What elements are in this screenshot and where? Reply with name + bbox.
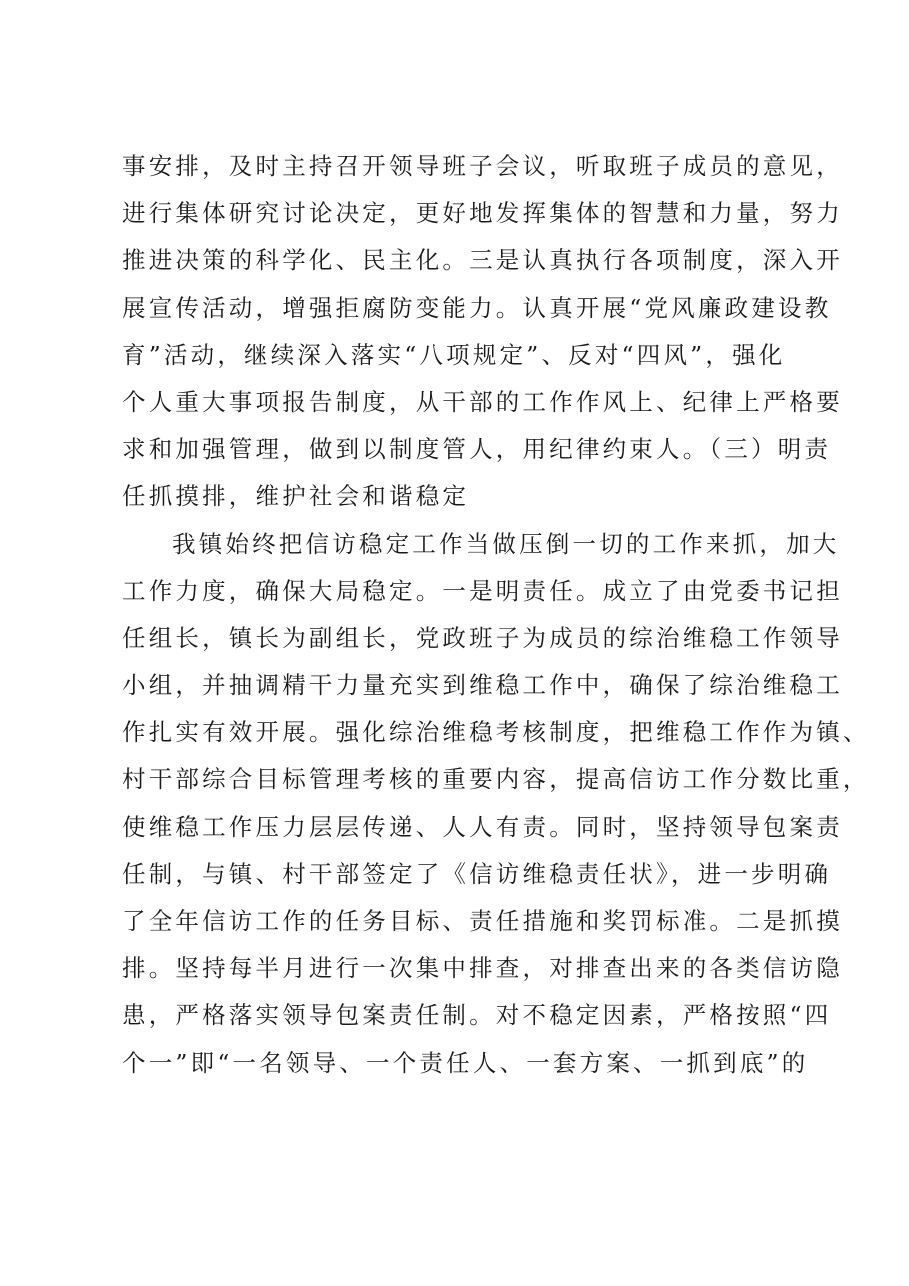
paragraph-start-line: 我镇始终把信访稳定工作当做压倒一切的工作来抓，加大 <box>172 529 840 558</box>
text-line: 进行集体研究讨论决定，更好地发挥集体的智慧和力量，努力 <box>122 199 843 228</box>
text-line: 展宣传活动，增强拒腐防变能力。认真开展“党风廉政建设教 <box>122 293 832 322</box>
text-line: 村干部综合目标管理考核的重要内容，提高信访工作分数比重， <box>122 765 870 794</box>
text-line: 排。坚持每半月进行一次集中排查，对排查出来的各类信访隐 <box>122 954 843 983</box>
text-line: 任组长，镇长为副组长，党政班子为成员的综治维稳工作领导 <box>122 623 843 652</box>
text-line: 患，严格落实领导包案责任制。对不稳定因素，严格按照“四 <box>122 1001 832 1030</box>
text-line: 个一”即“一名领导、一个责任人、一套方案、一抓到底”的 <box>122 1048 809 1077</box>
text-line: 任抓摸排，维护社会和谐稳定 <box>122 482 470 511</box>
text-line: 求和加强管理，做到以制度管人，用纪律约束人。（三）明责 <box>122 435 832 464</box>
text-line: 育”活动，继续深入落实“八项规定”、反对“四风”，强化 <box>122 340 786 369</box>
text-line: 任制，与镇、村干部签定了《信访维稳责任状》，进一步明确 <box>122 859 832 888</box>
text-line: 小组，并抽调精干力量充实到维稳工作中，确保了综治维稳工 <box>122 671 843 700</box>
body-text <box>122 143 870 1087</box>
text-line: 工作力度，确保大局稳定。一是明责任。成立了由党委书记担 <box>122 576 843 605</box>
text-line: 作扎实有效开展。强化综治维稳考核制度，把维稳工作作为镇、 <box>122 718 870 747</box>
text-line: 事安排，及时主持召开领导班子会议，听取班子成员的意见， <box>122 152 843 180</box>
text-line: 个人重大事项报告制度，从干部的工作作风上、纪律上严格要 <box>122 387 843 416</box>
text-line: 推进决策的科学化、民主化。三是认真执行各项制度，深入开 <box>122 246 843 275</box>
text-line: 使维稳工作压力层层传递、人人有责。同时，坚持领导包案责 <box>122 812 843 841</box>
text-line: 了全年信访工作的任务目标、责任措施和奖罚标准。二是抓摸 <box>122 907 843 935</box>
